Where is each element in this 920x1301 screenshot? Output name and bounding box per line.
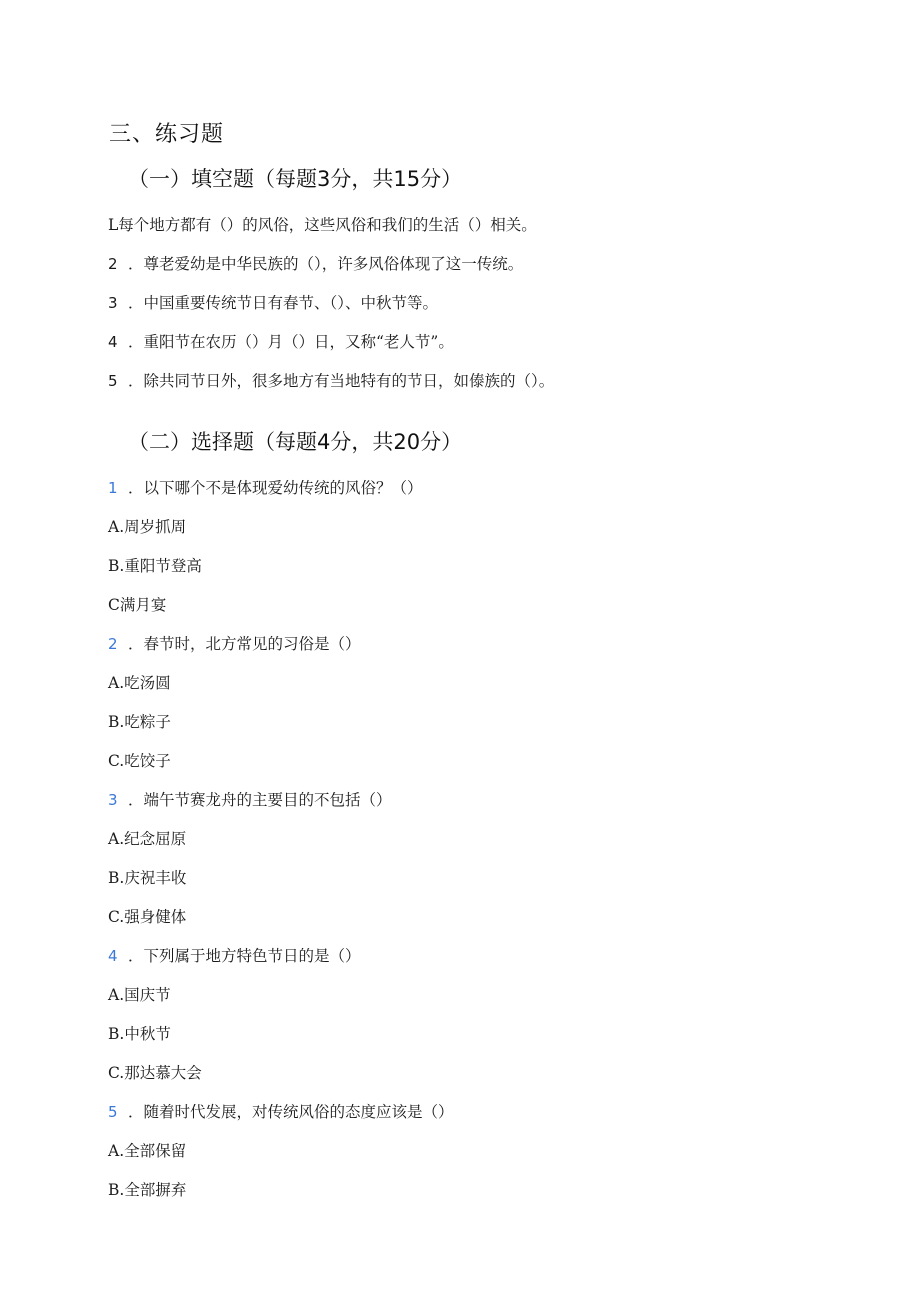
fill-blank-item — [108, 213, 537, 235]
question-number: 3 — [108, 791, 118, 809]
fill-blank-text: L每个地方都有（）的风俗，这些风俗和我们的生活（）相关。 — [108, 216, 537, 234]
fill-blank-item — [108, 330, 454, 352]
question — [108, 1100, 454, 1122]
fill-blank-number: 5 — [108, 372, 118, 390]
option-b: B.重阳节登高 — [108, 557, 202, 575]
option-c: C.那达慕大会 — [108, 1064, 202, 1082]
question — [108, 944, 361, 966]
fill-blank-number: 2 — [108, 255, 118, 273]
section-title: 三、练习题 — [109, 122, 225, 147]
option-c: C.吃饺子 — [108, 752, 171, 770]
question-number: 5 — [108, 1103, 118, 1121]
option-a: A.周岁抓周 — [108, 518, 187, 536]
fill-blank-item — [108, 369, 554, 391]
question-number: 4 — [108, 947, 118, 965]
option-b: B.全部摒弃 — [108, 1181, 187, 1199]
option-b: B.庆祝丰收 — [108, 869, 187, 887]
option-b: B.吃粽子 — [108, 713, 171, 731]
question — [108, 788, 392, 810]
option-a: A.国庆节 — [108, 986, 171, 1004]
question-number: 2 — [108, 635, 118, 653]
fill-blank-number: 3 — [108, 294, 118, 312]
option-b: B.中秋节 — [108, 1025, 171, 1043]
question-text: ．春节时，北方常见的习俗是（） — [128, 635, 361, 653]
option-a: A.纪念屈原 — [108, 830, 187, 848]
multiple-choice-heading: （二）选择题（每题4分，共20分） — [128, 430, 463, 454]
option-c: C满月宴 — [108, 596, 167, 614]
fill-blank-item — [108, 252, 523, 274]
fill-blank-item — [108, 291, 438, 313]
question-text: ．端午节赛龙舟的主要目的不包括（） — [128, 791, 392, 809]
fill-blank-number: 4 — [108, 333, 118, 351]
question — [108, 632, 361, 654]
option-a: A.吃汤圆 — [108, 674, 171, 692]
fill-blank-heading: （一）填空题（每题3分，共15分） — [128, 167, 463, 191]
question-text: ．下列属于地方特色节日的是（） — [128, 947, 361, 965]
option-a: A.全部保留 — [108, 1142, 187, 1160]
fill-blank-text: ．尊老爱幼是中华民族的（），许多风俗体现了这一传统。 — [128, 255, 524, 273]
question-text: ．随着时代发展，对传统风俗的态度应该是（） — [128, 1103, 454, 1121]
question-text: ．以下哪个不是体现爱幼传统的风俗？（） — [128, 479, 423, 497]
question-number: 1 — [108, 479, 118, 497]
question — [108, 476, 423, 498]
fill-blank-text: ．中国重要传统节日有春节、（）、中秋节等。 — [128, 294, 439, 312]
option-c: C.强身健体 — [108, 908, 187, 926]
fill-blank-text: ．除共同节日外，很多地方有当地特有的节日，如傣族的（）。 — [128, 372, 555, 390]
fill-blank-text: ．重阳节在农历（）月（）日，又称“老人节”。 — [128, 333, 454, 351]
